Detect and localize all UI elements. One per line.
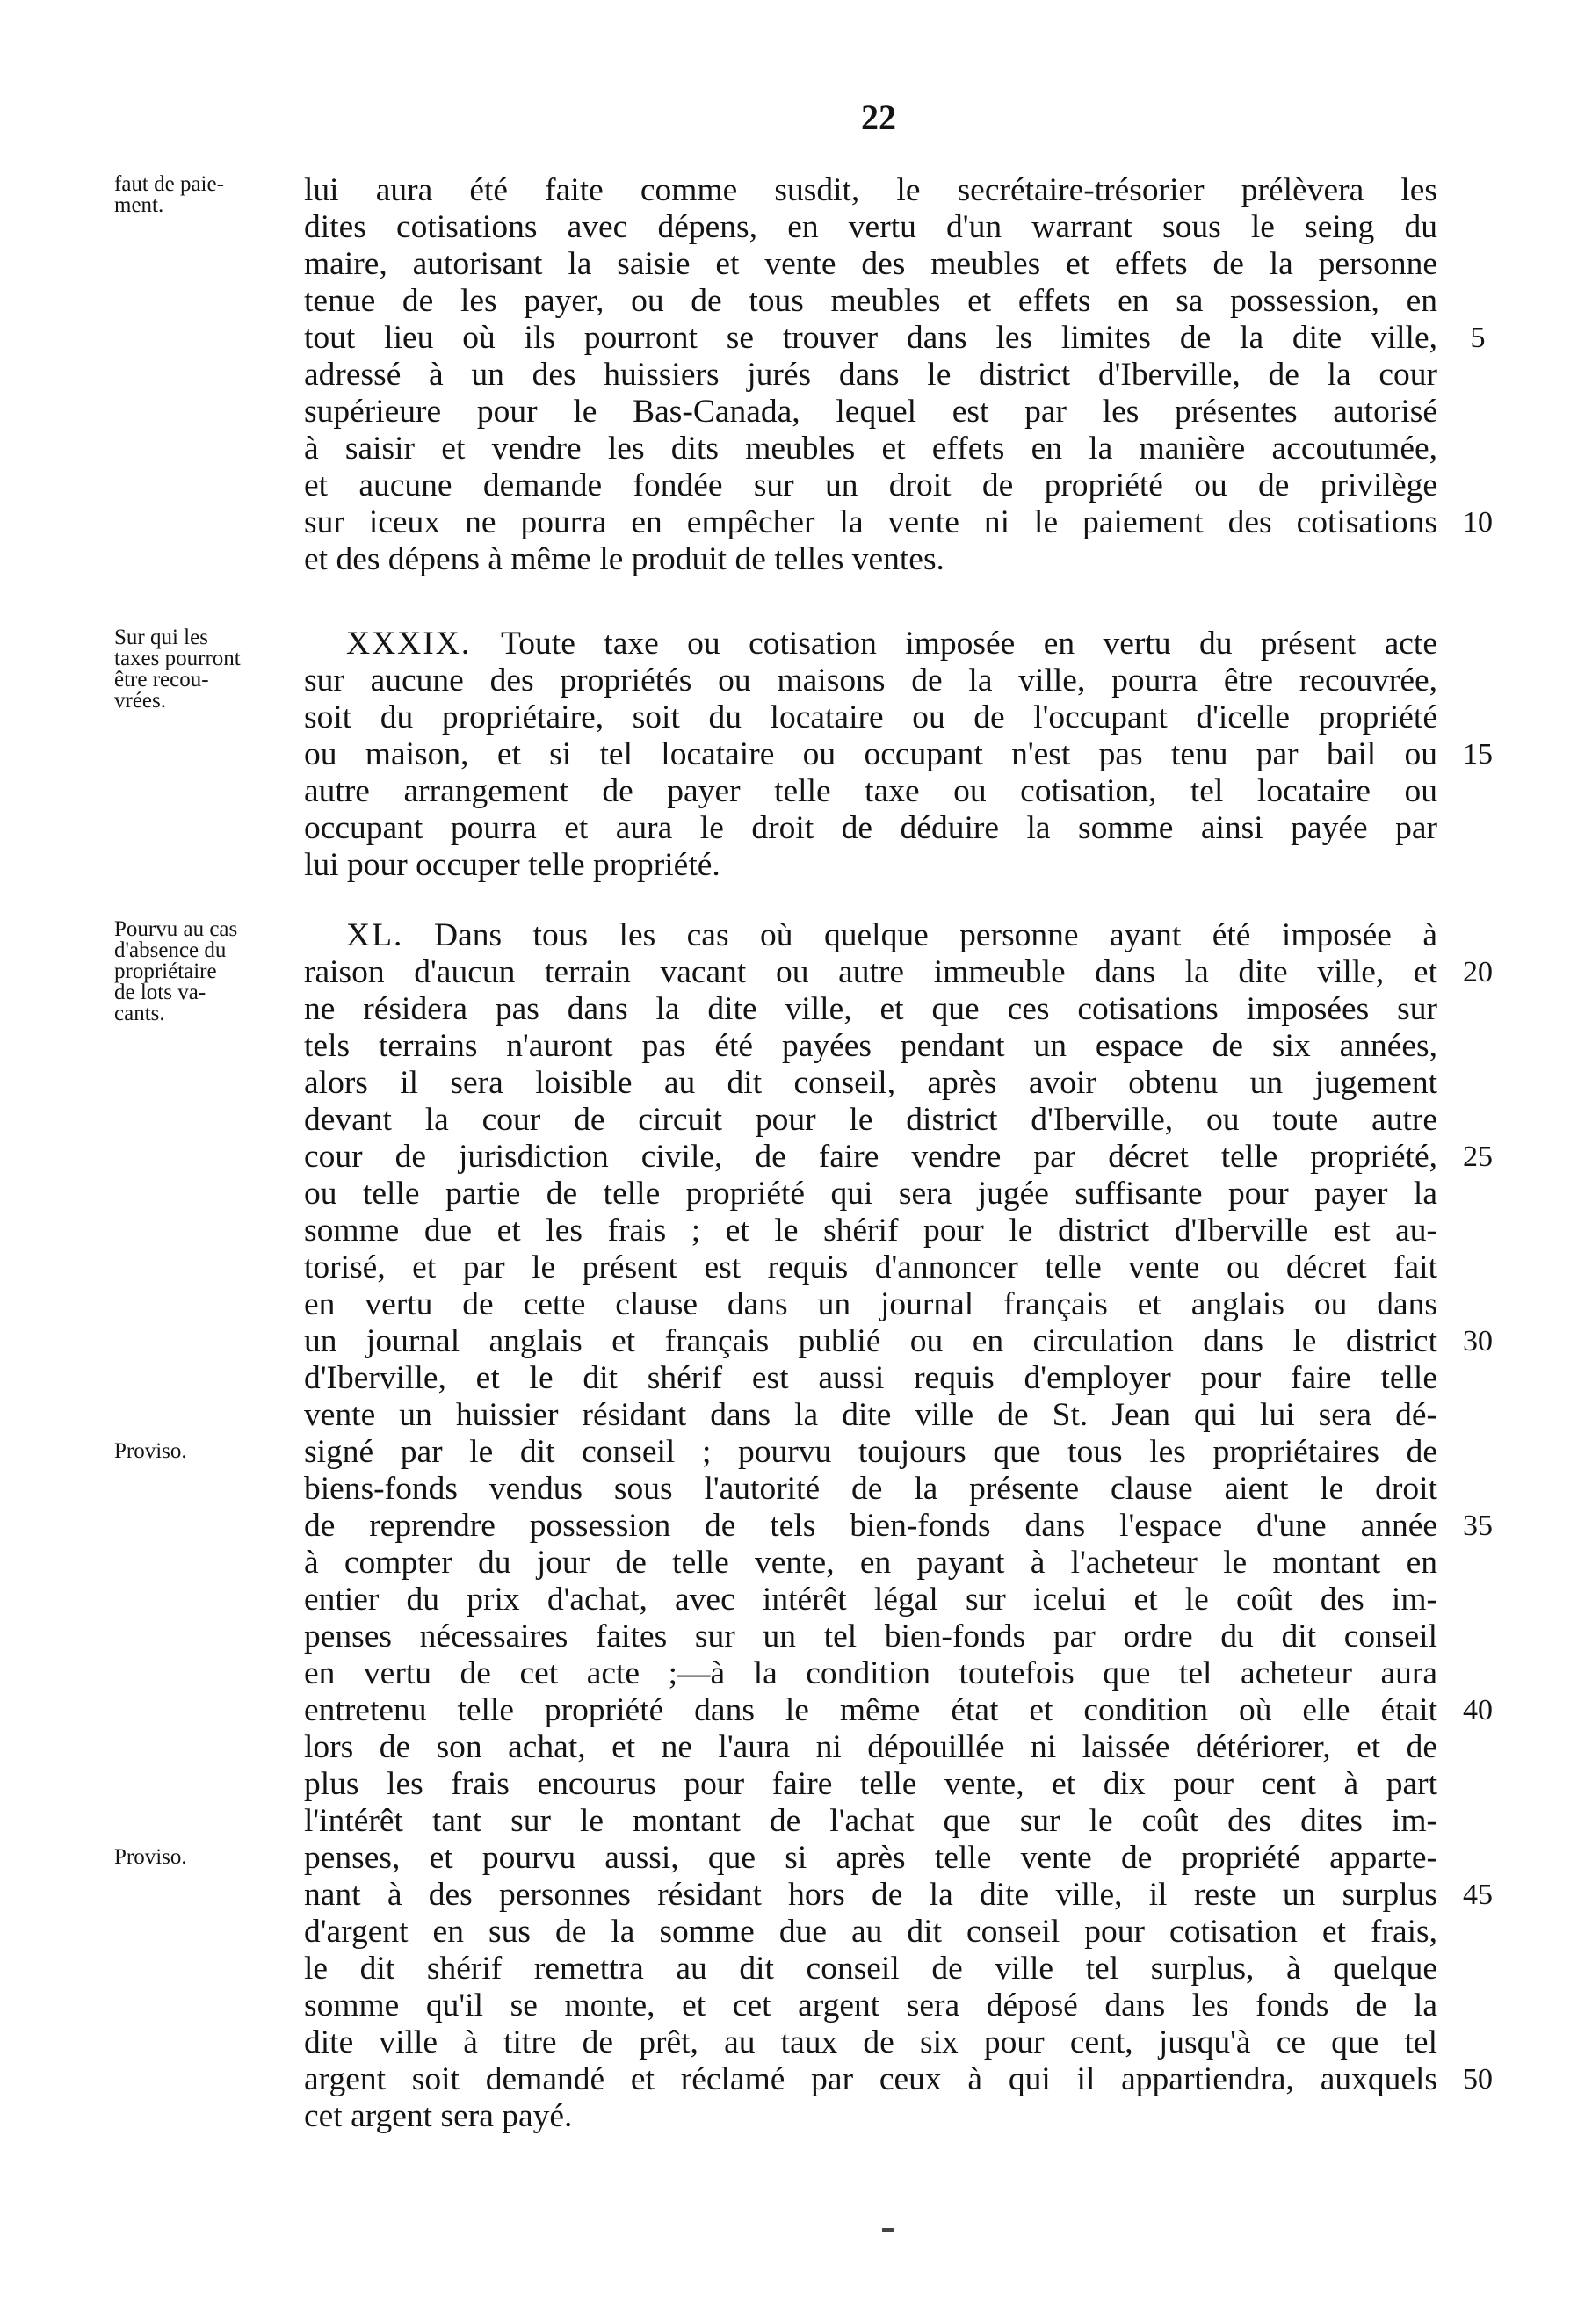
line-number: 5 <box>1470 322 1486 354</box>
margin-note: Sur qui les taxes pourront être recou- vrées. <box>114 626 241 713</box>
line-number: 45 <box>1463 1879 1493 1911</box>
body-line: et aucune demande fondée sur un droit de propriété ou de privilège <box>304 467 1437 503</box>
body-line: nant à des personnes résidant hors de la dite ville, il reste un surplus <box>304 1877 1437 1913</box>
body-line: ne résidera pas dans la dite ville, et que ces cotisations imposées sur <box>304 991 1437 1027</box>
body-line: raison d'aucun terrain vacant ou autre immeuble dans la dite ville, et <box>304 954 1437 990</box>
body-line: sur aucune des propriétés ou maisons de la ville, pourra être recouvrée, <box>304 662 1437 699</box>
body-line: à compter du jour de telle vente, en payant à l'acheteur le montant en <box>304 1545 1437 1581</box>
line-number: 15 <box>1463 738 1493 771</box>
body-line: adressé à un des huissiers jurés dans le district d'Iberville, de la cour <box>304 357 1437 393</box>
body-line: à saisir et vendre les dits meubles et effets en la manière accoutumée, <box>304 431 1437 467</box>
body-line: et des dépens à même le produit de telles ventes. <box>304 541 944 577</box>
margin-note: Pourvu au cas d'absence du propriétaire de lots va- cants. <box>114 917 238 1025</box>
body-line: cet argent sera payé. <box>304 2098 573 2134</box>
body-line: Toute taxe ou cotisation imposée en vertu du présent acte <box>501 626 1437 662</box>
printer-mark <box>882 2228 894 2232</box>
body-line: tout lieu où ils pourront se trouver dans les limites de la dite ville, <box>304 320 1437 356</box>
line-number: 50 <box>1463 2063 1493 2096</box>
line-number: 30 <box>1463 1325 1493 1357</box>
body-line: l'intérêt tant sur le montant de l'achat que sur le coût des dites im- <box>304 1803 1437 1839</box>
body-line: Dans tous les cas où quelque personne ayant été imposée à <box>434 917 1437 953</box>
body-line: plus les frais encourus pour faire telle vente, et dix pour cent à part <box>304 1766 1437 1802</box>
body-line: tels terrains n'auront pas été payées pendant un espace de six années, <box>304 1028 1437 1064</box>
article-number: XXXIX. <box>346 626 472 662</box>
body-line: somme due et les frais ; et le shérif pour le district d'Iberville est au- <box>304 1213 1437 1249</box>
body-line: alors il sera loisible au dit conseil, après avoir obtenu un jugement <box>304 1065 1437 1101</box>
body-line: lui pour occuper telle propriété. <box>304 847 720 883</box>
body-line: entretenu telle propriété dans le même état et condition où elle était <box>304 1692 1437 1728</box>
body-line: autre arrangement de payer telle taxe ou cotisation, tel locataire ou <box>304 773 1437 809</box>
body-line: soit du propriétaire, soit du locataire ou de l'occupant d'icelle propriété <box>304 699 1437 735</box>
body-line: supérieure pour le Bas-Canada, lequel est par les présentes autorisé <box>304 394 1437 430</box>
margin-note: faut de paie- ment. <box>114 172 224 217</box>
body-line: de reprendre possession de tels bien-fonds dans l'espace d'une année <box>304 1508 1437 1544</box>
body-line: biens-fonds vendus sous l'autorité de la présente clause aient le droit <box>304 1471 1437 1507</box>
body-line: d'argent en sus de la somme due au dit conseil pour cotisation et frais, <box>304 1914 1437 1950</box>
page-number: 22 <box>861 98 896 137</box>
body-line: en vertu de cet acte ;—à la condition toutefois que tel acheteur aura <box>304 1655 1437 1691</box>
body-line: dite ville à titre de prêt, au taux de six pour cent, jusqu'à ce que tel <box>304 2024 1437 2060</box>
body-line: lui aura été faite comme susdit, le secrétaire-trésorier prélèvera les <box>304 172 1437 208</box>
body-line: ou maison, et si tel locataire ou occupant n'est pas tenu par bail ou <box>304 736 1437 772</box>
body-line: lors de son achat, et ne l'aura ni dépouillée ni laissée détériorer, et de <box>304 1729 1437 1765</box>
margin-note-proviso: Proviso. <box>114 1845 187 1869</box>
article-number: XL. <box>346 917 404 953</box>
body-line: maire, autorisant la saisie et vente des meubles et effets de la personne <box>304 246 1437 282</box>
body-line: argent soit demandé et réclamé par ceux à qui il appartiendra, auxquels <box>304 2061 1437 2097</box>
margin-note-proviso: Proviso. <box>114 1439 187 1463</box>
body-line: en vertu de cette clause dans un journal français et anglais ou dans <box>304 1286 1437 1322</box>
body-line: vente un huissier résidant dans la dite ville de St. Jean qui lui sera dé- <box>304 1397 1437 1433</box>
body-line: torisé, et par le présent est requis d'annoncer telle vente ou décret fait <box>304 1249 1437 1285</box>
body-line: sur iceux ne pourra en empêcher la vente ni le paiement des cotisations <box>304 504 1437 540</box>
body-line: tenue de les payer, ou de tous meubles et effets en sa possession, en <box>304 283 1437 319</box>
body-line: un journal anglais et français publié ou en circulation dans le district <box>304 1323 1437 1359</box>
body-line: cour de jurisdiction civile, de faire vendre par décret telle propriété, <box>304 1139 1437 1175</box>
body-line: d'Iberville, et le dit shérif est aussi requis d'employer pour faire telle <box>304 1360 1437 1396</box>
line-number: 10 <box>1463 506 1493 539</box>
line-number: 40 <box>1463 1694 1493 1727</box>
body-line: somme qu'il se monte, et cet argent sera déposé dans les fonds de la <box>304 1987 1437 2024</box>
line-number: 20 <box>1463 956 1493 988</box>
body-line: ou telle partie de telle propriété qui sera jugée suffisante pour payer la <box>304 1176 1437 1212</box>
body-line: penses, et pourvu aussi, que si après telle vente de propriété apparte- <box>304 1840 1437 1876</box>
line-number: 35 <box>1463 1510 1493 1542</box>
body-line: le dit shérif remettra au dit conseil de ville tel surplus, à quelque <box>304 1951 1437 1987</box>
body-line: entier du prix d'achat, avec intérêt légal sur icelui et le coût des im- <box>304 1582 1437 1618</box>
body-line: penses nécessaires faites sur un tel bien-fonds par ordre du dit conseil <box>304 1618 1437 1654</box>
body-line: signé par le dit conseil ; pourvu toujours que tous les propriétaires de <box>304 1434 1437 1470</box>
line-number: 25 <box>1463 1140 1493 1173</box>
body-line: occupant pourra et aura le droit de déduire la somme ainsi payée par <box>304 810 1437 846</box>
body-line: dites cotisations avec dépens, en vertu d'un warrant sous le seing du <box>304 209 1437 245</box>
body-line: devant la cour de circuit pour le district d'Iberville, ou toute autre <box>304 1102 1437 1138</box>
